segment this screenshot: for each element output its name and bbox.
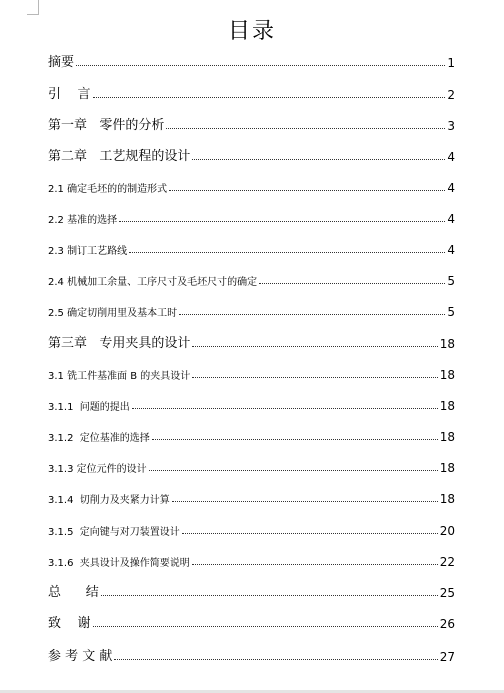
toc-entry-label: 3.1.5 定向键与对刀装置设计 <box>48 527 180 538</box>
toc-entry-page: 4 <box>447 212 455 226</box>
toc-entry-page: 3 <box>447 119 455 133</box>
toc-entry-label: 3.1.3 定位元件的设计 <box>48 464 147 475</box>
toc-entry[interactable] <box>48 82 455 102</box>
toc-entry-page: 18 <box>439 430 455 444</box>
toc-entry[interactable] <box>48 549 455 569</box>
dot-leader <box>192 346 437 347</box>
dot-leader <box>93 97 446 98</box>
toc-entry[interactable] <box>48 518 455 538</box>
dot-leader <box>101 595 438 596</box>
toc-entry-label: 第一章 零件的分析 <box>48 118 165 133</box>
toc-entry-page: 4 <box>447 150 455 164</box>
dot-leader <box>76 65 445 66</box>
toc-entry-page: 18 <box>439 368 455 382</box>
toc-entry-page: 5 <box>447 274 455 288</box>
toc-entry[interactable] <box>48 50 455 70</box>
toc-entry-label: 3.1.1 问题的提出 <box>48 402 130 413</box>
toc-entry[interactable] <box>48 113 455 133</box>
toc-entry[interactable] <box>48 206 455 226</box>
toc-entry[interactable] <box>48 455 455 475</box>
dot-leader <box>149 470 438 471</box>
toc-entry-label: 2.2 基准的选择 <box>48 215 118 226</box>
dot-leader <box>152 439 438 440</box>
toc-entry-page: 4 <box>447 181 455 195</box>
dot-leader <box>259 283 445 284</box>
toc-entry-label: 2.3 制订工艺路线 <box>48 246 128 257</box>
toc-entry-label: 摘要 <box>48 55 75 70</box>
toc-entry[interactable] <box>48 175 455 195</box>
dot-leader <box>129 252 445 253</box>
toc-entry-page: 18 <box>439 399 455 413</box>
toc-entry[interactable] <box>48 644 455 664</box>
toc-entry[interactable] <box>48 268 455 288</box>
dot-leader <box>192 564 438 565</box>
dot-leader <box>169 190 445 191</box>
toc-entry[interactable] <box>48 580 455 600</box>
toc-entry[interactable] <box>48 237 455 257</box>
toc-entry-label: 3.1.4 切削力及夹紧力计算 <box>48 495 170 506</box>
toc-entry-page: 26 <box>439 617 455 631</box>
toc-entry[interactable] <box>48 486 455 506</box>
toc-entry-label: 3.1.2 定位基准的选择 <box>48 433 150 444</box>
toc-entry-label: 2.5 确定切削用里及基本工时 <box>48 308 178 319</box>
toc-entry-label: 3.1.6 夹具设计及操作简要说明 <box>48 558 190 569</box>
dot-leader <box>192 159 445 160</box>
toc-entry-label: 2.1 确定毛坯的的制造形式 <box>48 184 168 195</box>
toc-entry-label: 第二章 工艺规程的设计 <box>48 149 191 164</box>
dot-leader <box>93 626 438 627</box>
toc-entry-page: 4 <box>447 243 455 257</box>
toc-entry[interactable] <box>48 611 455 631</box>
toc-entry-page: 27 <box>439 650 455 664</box>
toc-entry-page: 1 <box>447 56 455 70</box>
toc-title: 目录 <box>227 19 276 44</box>
toc-entry-page: 20 <box>439 524 455 538</box>
toc-entry-label: 2.4 机械加工余量、工序尺寸及毛坯尺寸的确定 <box>48 277 258 288</box>
toc-entry[interactable] <box>48 393 455 413</box>
toc-entry-page: 2 <box>447 88 455 102</box>
toc-entry-label: 引 言 <box>48 87 91 102</box>
toc-entry[interactable] <box>48 331 455 351</box>
toc-entry-page: 22 <box>439 555 455 569</box>
dot-leader <box>132 408 438 409</box>
toc-entry-page: 18 <box>439 337 455 351</box>
dot-leader <box>166 128 445 129</box>
dot-leader <box>192 377 437 378</box>
toc-entry-label: 总 结 <box>48 585 99 600</box>
toc-entry-page: 25 <box>439 586 455 600</box>
toc-entry-label: 参 考 文 献 <box>48 649 113 664</box>
dot-leader <box>182 533 438 534</box>
page-corner-mark <box>38 0 39 14</box>
toc-entry-label: 第三章 专用夹具的设计 <box>48 336 191 351</box>
toc-entry[interactable] <box>48 362 455 382</box>
toc-entry-label: 致 谢 <box>48 616 91 631</box>
toc-entry[interactable] <box>48 299 455 319</box>
dot-leader <box>119 221 445 222</box>
toc-entry[interactable] <box>48 144 455 164</box>
toc-entry-label: 3.1 铣工件基准面 B 的夹具设计 <box>48 371 191 382</box>
toc-entry-page: 5 <box>447 305 455 319</box>
toc-entry-page: 18 <box>439 492 455 506</box>
dot-leader <box>179 314 445 315</box>
dot-leader <box>172 501 438 502</box>
toc-entry-page: 18 <box>439 461 455 475</box>
toc-entry[interactable] <box>48 424 455 444</box>
dot-leader <box>114 659 437 660</box>
